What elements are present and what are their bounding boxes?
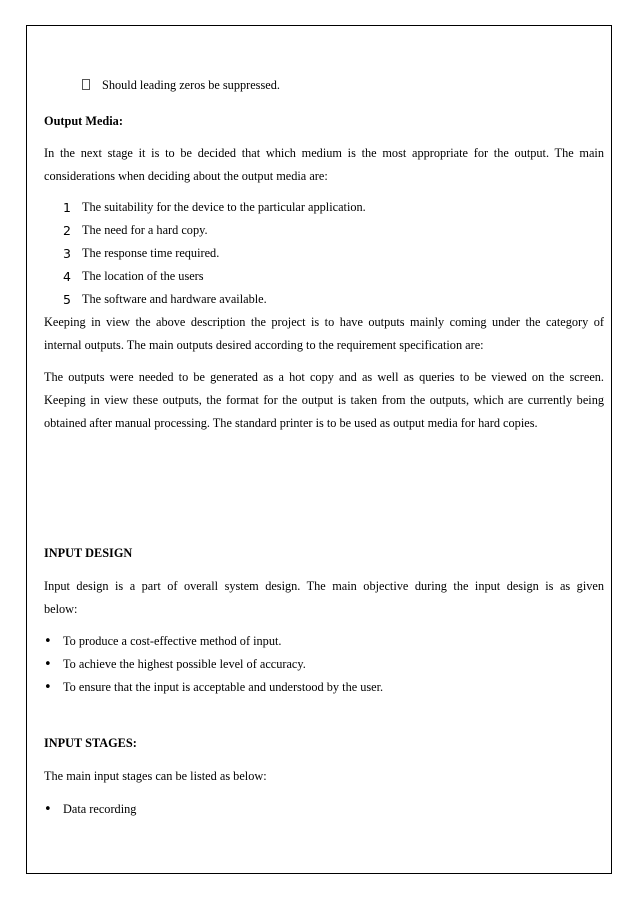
input-design-bullet: To ensure that the input is acceptable and understood by the user. — [63, 680, 384, 694]
output-media-para1-line2: considerations when deciding about the output media are: — [44, 169, 328, 183]
list-item: The software and hardware available. — [82, 292, 267, 306]
input-design-bullet: To achieve the highest possible level of accuracy. — [63, 657, 306, 671]
input-design-heading: INPUT DESIGN — [44, 546, 133, 560]
input-design-bullet: To produce a cost-effective method of input. — [63, 634, 282, 648]
bullet-icon: • — [44, 657, 52, 672]
bullet-icon: • — [44, 634, 52, 649]
input-design-para-line1: Input design is a part of overall system design. The main objective during the input design is as given — [44, 579, 604, 593]
bullet-icon: • — [44, 680, 52, 695]
list-number: 1 — [63, 200, 71, 215]
output-media-para2-line1: Keeping in view the above description the project is to have outputs mainly coming under the category of — [44, 315, 604, 329]
input-stages-heading: INPUT STAGES: — [44, 736, 137, 750]
checkbox-glyph-icon — [82, 79, 90, 90]
list-item: The need for a hard copy. — [82, 223, 208, 237]
output-media-para1-line1: In the next stage it is to be decided that which medium is the most appropriate for the output. The main — [44, 146, 604, 160]
list-number: 5 — [63, 292, 71, 307]
top-list-item: Should leading zeros be suppressed. — [102, 78, 280, 92]
list-item: The location of the users — [82, 269, 204, 283]
input-stages-intro: The main input stages can be listed as below: — [44, 769, 267, 783]
output-media-para3-line2: Keeping in view these outputs, the format for the output is taken from the outputs, which are currently being — [44, 393, 604, 407]
list-number: 2 — [63, 223, 71, 238]
list-item: The suitability for the device to the particular application. — [82, 200, 366, 214]
list-number: 4 — [63, 269, 71, 284]
output-media-para3-line1: The outputs were needed to be generated as a hot copy and as well as queries to be viewed on the screen. — [44, 370, 604, 384]
list-item: The response time required. — [82, 246, 220, 260]
output-media-heading: Output Media: — [44, 114, 123, 128]
input-design-para-line2: below: — [44, 602, 78, 616]
output-media-para3-line3: obtained after manual processing. The standard printer is to be used as output media for hard copies. — [44, 416, 538, 430]
bullet-icon: • — [44, 802, 52, 817]
list-number: 3 — [63, 246, 71, 261]
output-media-para2-line2: internal outputs. The main outputs desired according to the requirement specification are: — [44, 338, 484, 352]
input-stages-bullet: Data recording — [63, 802, 137, 816]
